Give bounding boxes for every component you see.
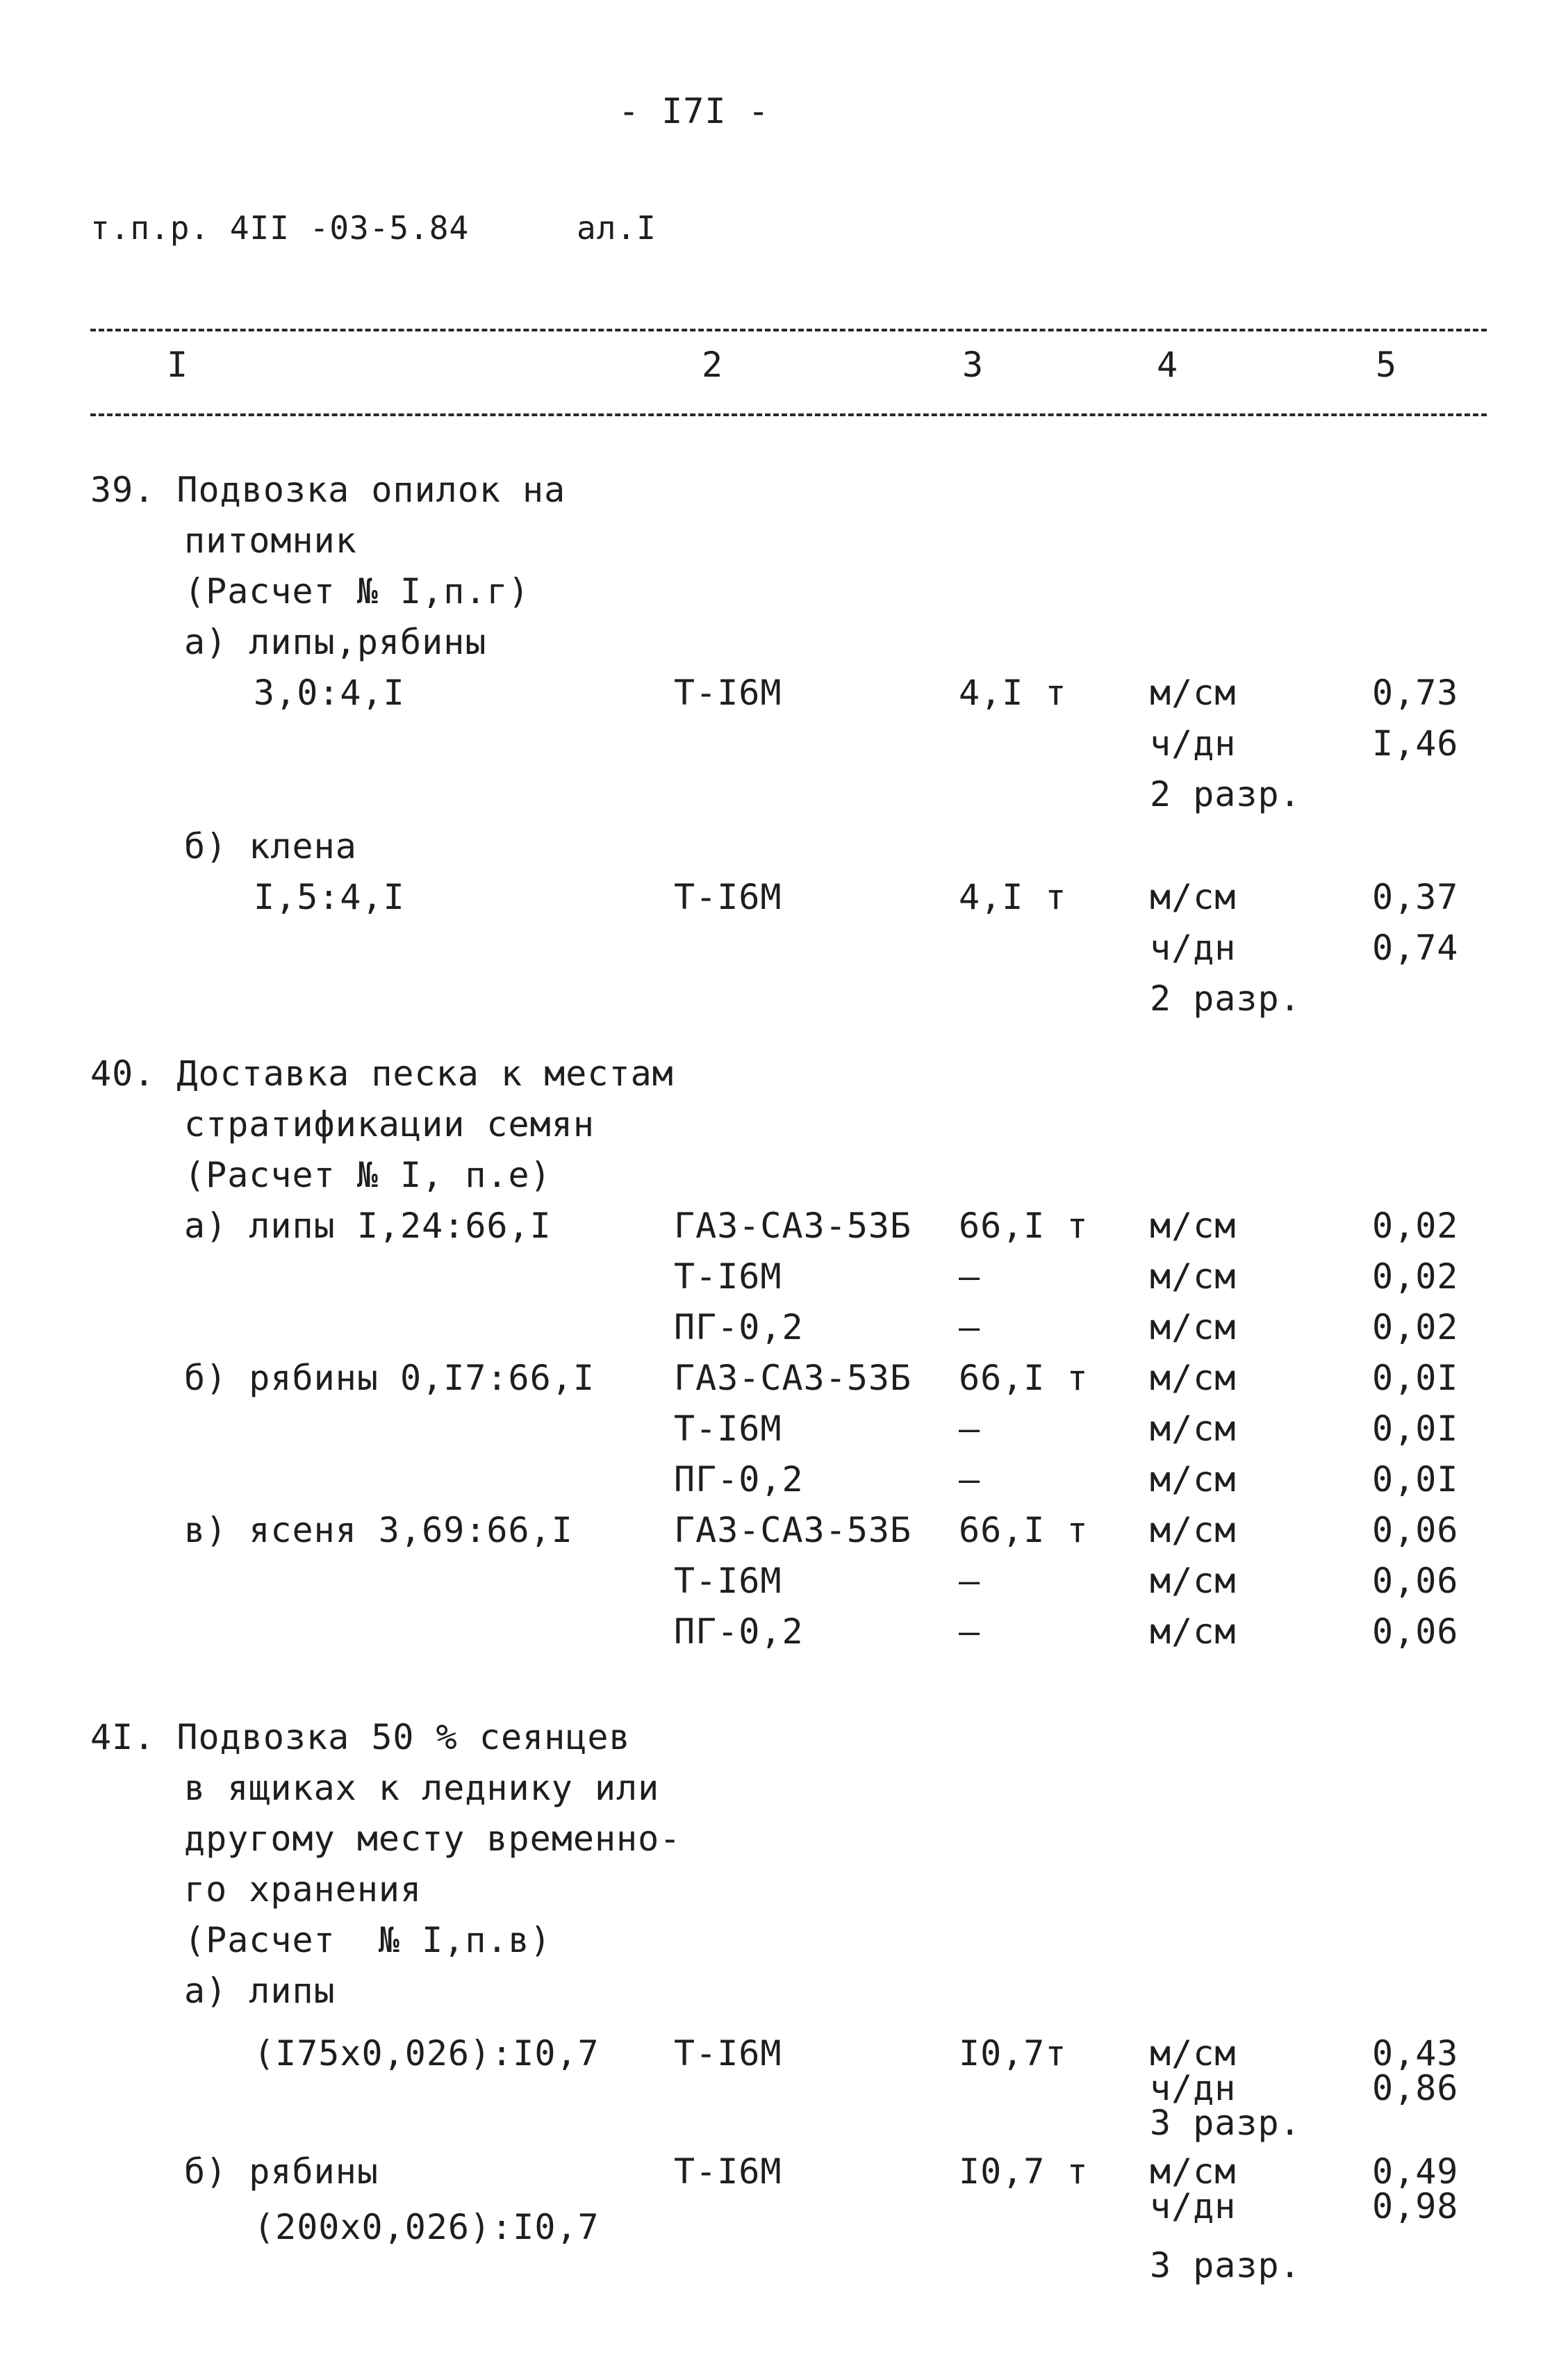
item-title-line: питомник	[184, 520, 357, 561]
unit: м/см	[1150, 1561, 1237, 1601]
unit: ч/дн	[1150, 2186, 1237, 2226]
value: I,46	[1372, 723, 1459, 764]
sub-item-label: а) липы	[184, 1971, 336, 2011]
unit: м/см	[1150, 877, 1237, 917]
machine: ПГ-0,2	[674, 1459, 804, 1500]
sub-item-label: а) липы,рябины	[184, 622, 487, 662]
sub-item-label: в) ясеня 3,69:66,I	[184, 1510, 573, 1550]
quantity: 66,I т	[959, 1206, 1089, 1246]
header-top-rule	[90, 329, 1487, 331]
value: 0,02	[1372, 1307, 1459, 1347]
value: 0,02	[1372, 1256, 1459, 1297]
value: 0,06	[1372, 1611, 1459, 1652]
sub-item-label: б) рябины 0,I7:66,I	[184, 1358, 595, 1398]
quantity: 66,I т	[959, 1510, 1089, 1550]
machine: Т-I6М	[674, 1561, 782, 1601]
unit: ч/дн	[1150, 928, 1237, 968]
machine: ПГ-0,2	[674, 1307, 804, 1347]
grade: 2 разр.	[1150, 774, 1301, 814]
value: 0,43	[1372, 2033, 1459, 2074]
value: 0,0I	[1372, 1358, 1459, 1398]
machine: Т-I6М	[674, 1409, 782, 1449]
machine: Т-I6М	[674, 877, 782, 917]
item-title-line: (Расчет № I,п.г)	[184, 571, 530, 612]
value: 0,06	[1372, 1510, 1459, 1550]
value: 0,86	[1372, 2068, 1459, 2108]
item-title-line: 39. Подвозка опилок на	[90, 470, 566, 510]
quantity: I0,7т	[959, 2033, 1067, 2074]
col-header-1: I	[167, 345, 189, 385]
unit: ч/дн	[1150, 2068, 1237, 2108]
col-header-3: 3	[962, 345, 984, 385]
quantity: –	[959, 1459, 981, 1500]
value: 0,74	[1372, 928, 1459, 968]
col-header-4: 4	[1157, 345, 1179, 385]
item-title-line: 40. Доставка песка к местам	[90, 1053, 674, 1094]
machine: ГАЗ-САЗ-53Б	[674, 1358, 912, 1398]
unit: м/см	[1150, 2033, 1237, 2074]
col-header-2: 2	[702, 345, 724, 385]
machine: ГАЗ-САЗ-53Б	[674, 1206, 912, 1246]
quantity: –	[959, 1611, 981, 1652]
value: 0,0I	[1372, 1409, 1459, 1449]
machine: Т-I6М	[674, 1256, 782, 1297]
sub-item-label: а) липы I,24:66,I	[184, 1206, 552, 1246]
sub-item-formula: 3,0:4,I	[254, 673, 405, 713]
value: 0,73	[1372, 673, 1459, 713]
doc-sheet: ал.I	[577, 209, 657, 247]
value: 0,98	[1372, 2186, 1459, 2226]
unit: м/см	[1150, 1206, 1237, 1246]
value: 0,02	[1372, 1206, 1459, 1246]
col-header-5: 5	[1376, 345, 1398, 385]
grade: 3 разр.	[1150, 2103, 1301, 2143]
unit: м/см	[1150, 1256, 1237, 1297]
unit: м/см	[1150, 1611, 1237, 1652]
item-title-line: (Расчет № I, п.е)	[184, 1155, 552, 1195]
item-title-line: в ящиках к леднику или	[184, 1768, 660, 1808]
grade: 2 разр.	[1150, 978, 1301, 1019]
quantity: I0,7 т	[959, 2151, 1089, 2192]
quantity: 4,I т	[959, 673, 1067, 713]
machine: ГАЗ-САЗ-53Б	[674, 1510, 912, 1550]
grade: 3 разр.	[1150, 2245, 1301, 2285]
machine: Т-I6М	[674, 2151, 782, 2192]
quantity: –	[959, 1256, 981, 1297]
sub-item-formula: (I75x0,026):I0,7	[254, 2033, 600, 2074]
quantity: –	[959, 1409, 981, 1449]
item-title-line: (Расчет № I,п.в)	[184, 1920, 552, 1960]
item-title-line: другому месту временно-	[184, 1819, 682, 1859]
value: 0,37	[1372, 877, 1459, 917]
unit: м/см	[1150, 1307, 1237, 1347]
page-number: - I7I -	[618, 91, 770, 131]
unit: ч/дн	[1150, 723, 1237, 764]
machine: ПГ-0,2	[674, 1611, 804, 1652]
sub-item-label: б) рябины	[184, 2151, 379, 2192]
value: 0,0I	[1372, 1459, 1459, 1500]
quantity: 4,I т	[959, 877, 1067, 917]
value: 0,49	[1372, 2151, 1459, 2192]
quantity: –	[959, 1561, 981, 1601]
quantity: –	[959, 1307, 981, 1347]
header-bottom-rule	[90, 413, 1487, 416]
unit: м/см	[1150, 673, 1237, 713]
machine: Т-I6М	[674, 673, 782, 713]
sub-item-formula: (200x0,026):I0,7	[254, 2207, 600, 2247]
sub-item-formula: I,5:4,I	[254, 877, 405, 917]
unit: м/см	[1150, 1409, 1237, 1449]
item-title-line: 4I. Подвозка 50 % сеянцев	[90, 1717, 631, 1757]
doc-code: т.п.р. 4II -03-5.84	[90, 209, 470, 247]
item-title-line: стратификации семян	[184, 1104, 595, 1144]
unit: м/см	[1150, 2151, 1237, 2192]
unit: м/см	[1150, 1459, 1237, 1500]
machine: Т-I6М	[674, 2033, 782, 2074]
quantity: 66,I т	[959, 1358, 1089, 1398]
item-title-line: го хранения	[184, 1869, 422, 1910]
unit: м/см	[1150, 1358, 1237, 1398]
unit: м/см	[1150, 1510, 1237, 1550]
value: 0,06	[1372, 1561, 1459, 1601]
sub-item-label: б) клена	[184, 826, 357, 867]
